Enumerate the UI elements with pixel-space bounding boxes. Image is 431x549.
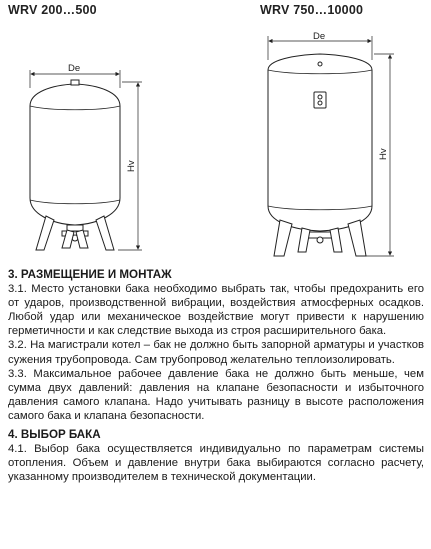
section-heading-installation: 3. РАЗМЕЩЕНИЕ И МОНТАЖ <box>8 268 172 281</box>
small-tank-height-label: Hv <box>126 160 137 172</box>
paragraph-3-3: 3.3. Максимальное рабочее давление бака не должно быть меньше, чем сумма двух давлений: давления на клапане безопасности и избыточного давления самого клапана. Надо учитывать разницу в высоте расположения самого бака и клапана безопасности. <box>8 367 424 422</box>
paragraph-3-2: 3.2. На магистрали котел – бак не должно быть запорной арматуры и участков сужения трубопровода. Сам трубопровод желательно теплоизолировать. <box>8 339 424 366</box>
instructions-text <box>8 268 424 484</box>
small-tank-drawing <box>30 70 142 250</box>
large-tank-height-label: Hv <box>378 148 389 160</box>
small-tank-diameter-label: De <box>68 63 81 74</box>
model-label-small: WRV 200…500 <box>8 3 97 17</box>
model-label-large: WRV 750…10000 <box>260 3 364 17</box>
paragraph-4-1: 4.1. Выбор бака осуществляется индивидуально по параметрам системы отопления. Объем и давление внутри бака выбираются согласно расчету, указанному производителем в технической документации. <box>8 443 424 484</box>
large-tank-drawing <box>268 36 394 256</box>
tank-drawings <box>0 0 431 268</box>
large-tank-diameter-label: De <box>313 31 326 42</box>
section-heading-tank-selection: 4. ВЫБОР БАКА <box>8 428 101 442</box>
paragraph-3-1: 3.1. Место установки бака необходимо выбрать так, чтобы предохранить его от ударов, производственной вибрации, воздействия атмосферных осадков. Любой удар или механическое воздействие могут привести к нарушению герметичности и как следствие выхода из строя расширительного бака. <box>8 283 424 338</box>
